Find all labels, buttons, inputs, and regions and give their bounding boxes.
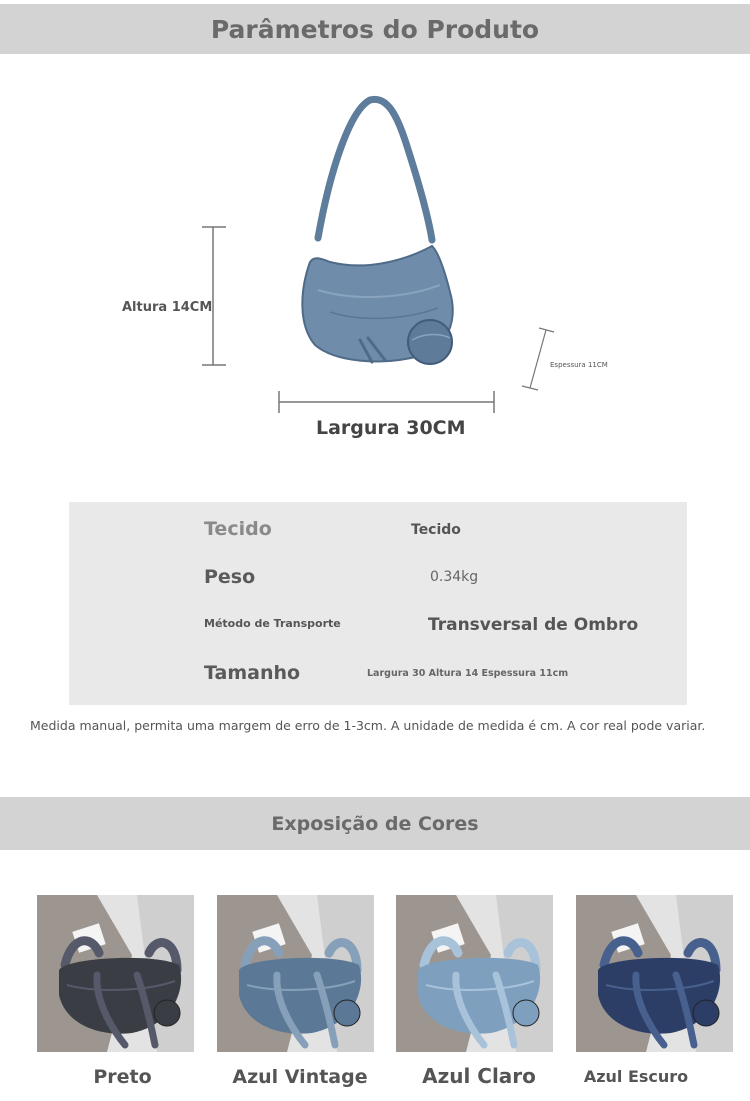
spec-value-fabric: Tecido <box>411 522 461 538</box>
spec-table <box>69 502 687 705</box>
spec-label-weight: Peso <box>204 566 256 588</box>
spec-label-fabric: Tecido <box>204 518 272 540</box>
spec-value-size: Largura 30 Altura 14 Espessura 11cm <box>367 668 569 679</box>
coin-pouch <box>408 320 452 364</box>
color-photo[interactable] <box>396 895 553 1052</box>
product-parameters-title: Parâmetros do Produto <box>210 14 540 44</box>
width-label: Largura 30CM <box>316 417 466 439</box>
color-photo[interactable] <box>576 895 733 1052</box>
spec-label-size: Tamanho <box>204 662 301 684</box>
product-parameters-header <box>0 4 750 54</box>
color-display-title: Exposição de Cores <box>271 812 479 835</box>
bag-strap <box>318 99 432 240</box>
color-display-header <box>0 797 750 850</box>
spec-label-carry-method: Método de Transporte <box>204 617 341 630</box>
height-label: Altura 14CM <box>122 300 213 315</box>
spec-value-carry-method: Transversal de Ombro <box>428 615 639 635</box>
measurement-note: Medida manual, permita uma margem de erro de 1-3cm. A unidade de medida é cm. A cor real pode variar. <box>30 718 706 733</box>
color-name-label: Azul Vintage <box>232 1066 368 1088</box>
height-dimension-line <box>202 227 226 365</box>
color-name-label: Preto <box>93 1066 152 1088</box>
spec-value-weight: 0.34kg <box>430 569 479 585</box>
color-name-label: Azul Escuro <box>583 1067 689 1086</box>
thickness-label: Espessura 11CM <box>550 361 608 369</box>
color-photo[interactable] <box>37 895 194 1052</box>
color-name-label: Azul Claro <box>422 1064 536 1088</box>
bag-dimension-diagram <box>0 60 750 460</box>
color-photo[interactable] <box>217 895 374 1052</box>
width-dimension-line <box>279 391 494 413</box>
thickness-dimension-line <box>522 328 554 390</box>
